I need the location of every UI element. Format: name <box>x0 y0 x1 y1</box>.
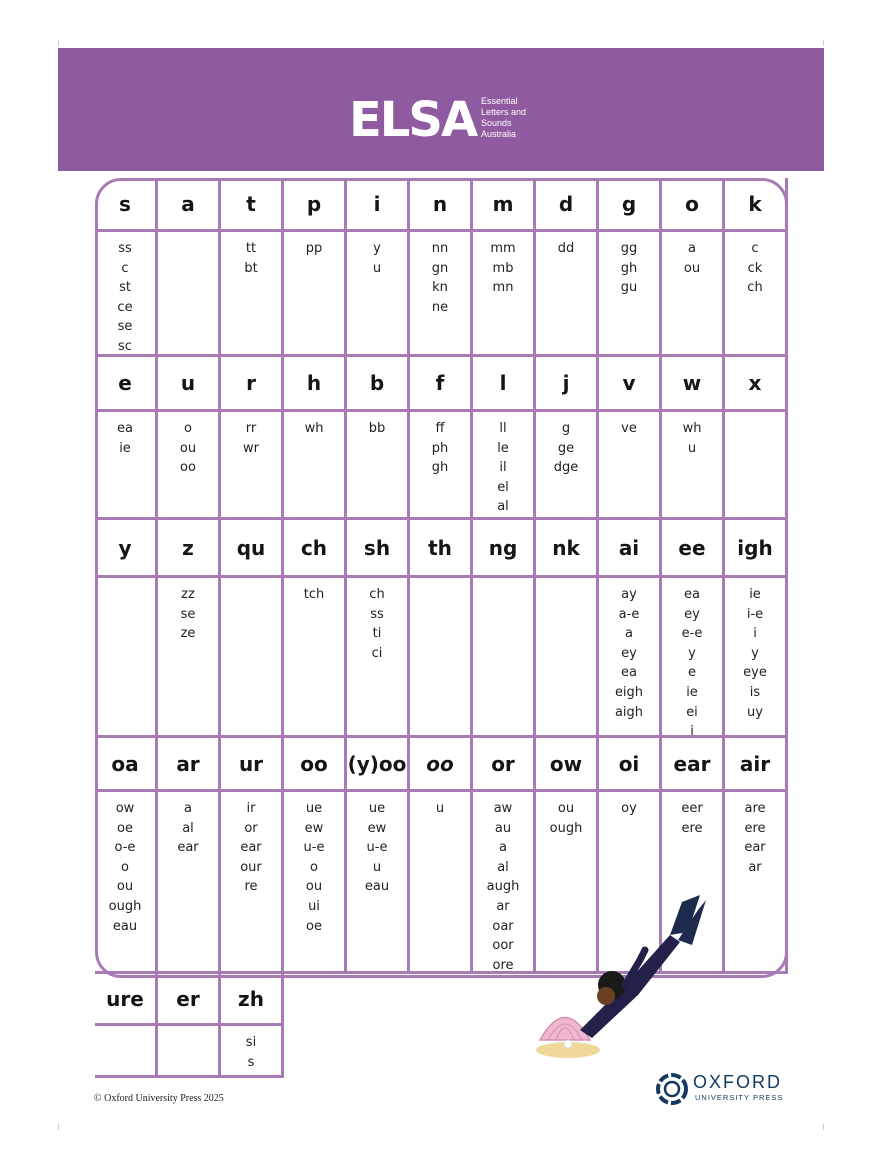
alternative-spelling: el <box>497 479 509 495</box>
alternative-spelling: ck <box>747 260 763 276</box>
alternative-spelling: s <box>247 1054 255 1070</box>
alternative-spellings-cell <box>725 792 788 974</box>
alternative-spelling: oar <box>492 918 514 934</box>
grapheme-header: a <box>158 178 221 232</box>
alternative-spelling: ou <box>116 879 134 895</box>
grapheme-header: ar <box>158 738 221 792</box>
alternative-spelling: nn <box>431 241 449 256</box>
alternative-spelling: oo <box>180 460 196 476</box>
alternative-spelling: rr <box>245 421 257 436</box>
crop-mark <box>823 40 824 46</box>
alternative-spelling: y <box>751 645 759 661</box>
alternative-spelling: tt <box>245 241 257 256</box>
grapheme-header: y <box>95 520 158 578</box>
alternative-spelling: oor <box>492 938 514 954</box>
alternative-spelling: ar <box>496 898 510 914</box>
grapheme-header: p <box>284 178 347 232</box>
grapheme-header: (y)oo <box>347 738 410 792</box>
alternative-spelling: aw <box>493 801 513 816</box>
grapheme-header: d <box>536 178 599 232</box>
crop-mark <box>58 1124 59 1130</box>
grapheme-header: x <box>725 357 788 412</box>
alternative-spelling: augh <box>486 879 520 895</box>
grapheme-header: zh <box>221 974 284 1026</box>
alternative-spellings-cell <box>95 232 158 357</box>
grapheme-header: air <box>725 738 788 792</box>
alternative-spelling: ere <box>744 820 766 836</box>
alternative-spelling: ui <box>308 898 320 914</box>
alternative-spelling: ear <box>744 840 766 856</box>
alternative-spelling: gg <box>620 241 638 256</box>
alternative-spelling: ff <box>435 421 445 436</box>
alternative-spellings-cell <box>599 412 662 520</box>
alternative-spelling: y <box>688 645 696 661</box>
sound-chart-grid <box>95 178 788 1070</box>
grapheme-header: oo <box>284 738 347 792</box>
alternative-spelling: gh <box>620 260 638 276</box>
grapheme-header: qu <box>221 520 284 578</box>
alternative-spelling: gh <box>431 460 449 476</box>
alternative-spelling: kn <box>432 280 448 296</box>
alternative-spelling: ou <box>683 260 701 276</box>
alternative-spelling: ie <box>119 440 131 456</box>
alternative-spelling: ea <box>684 587 700 602</box>
alternative-spelling: ar <box>748 859 762 875</box>
alternative-spelling: ey <box>684 606 700 622</box>
alternative-spellings-cell <box>599 232 662 357</box>
alternative-spelling: ch <box>747 280 763 296</box>
alternative-spelling: le <box>497 440 509 456</box>
grapheme-header: m <box>473 178 536 232</box>
alternative-spellings-cell <box>95 792 158 974</box>
alternative-spelling: mn <box>492 280 514 296</box>
crop-mark <box>58 40 59 46</box>
alternative-spelling: aigh <box>614 704 644 720</box>
alternative-spelling: ou <box>557 801 575 816</box>
alternative-spelling: si <box>245 1035 257 1050</box>
grapheme-header: igh <box>725 520 788 578</box>
alternative-spelling: u <box>435 801 445 816</box>
alternative-spelling: i-e <box>746 606 764 622</box>
alternative-spelling: gu <box>620 280 638 296</box>
alternative-spelling: dge <box>553 460 579 476</box>
alternative-spelling: eigh <box>614 684 644 700</box>
alternative-spelling: re <box>244 879 258 895</box>
alternative-spelling: y <box>373 241 381 256</box>
alternative-spellings-cell <box>158 578 221 738</box>
alternative-spellings-cell <box>95 412 158 520</box>
alternative-spelling: o <box>121 859 129 875</box>
alternative-spelling: u-e <box>303 840 325 856</box>
grapheme-header: u <box>158 357 221 412</box>
alternative-spelling: ue <box>368 801 386 816</box>
grapheme-header: j <box>536 357 599 412</box>
grapheme-header: t <box>221 178 284 232</box>
alternative-spellings-cell <box>221 1026 284 1078</box>
grapheme-header: i <box>347 178 410 232</box>
alternative-spelling: e <box>688 665 696 681</box>
alternative-spelling: our <box>240 859 262 875</box>
alternative-spelling: ph <box>431 440 449 456</box>
alternative-spellings-cell <box>662 578 725 738</box>
alternative-spelling: ay <box>621 587 637 602</box>
alternative-spelling: gn <box>431 260 449 276</box>
university-press-wordmark: UNIVERSITY PRESS <box>695 1093 784 1102</box>
diver-illustration <box>530 890 710 1070</box>
alternative-spelling: oe <box>117 820 133 836</box>
alternative-spelling: a-e <box>618 606 640 622</box>
alternative-spelling: il <box>499 460 507 476</box>
alternative-spelling: al <box>497 499 509 515</box>
alternative-spelling: ge <box>557 440 575 456</box>
grapheme-header: ee <box>662 520 725 578</box>
alternative-spelling: o <box>310 859 318 875</box>
alternative-spellings-cell <box>410 792 473 974</box>
alternative-spelling: are <box>744 801 766 816</box>
alternative-spelling: ve <box>621 421 637 436</box>
alternative-spellings-cell <box>536 232 599 357</box>
alternative-spellings-cell <box>221 412 284 520</box>
grapheme-header: z <box>158 520 221 578</box>
alternative-spellings-cell <box>284 792 347 974</box>
alternative-spelling: ough <box>108 898 142 914</box>
alternative-spelling: ss <box>370 606 384 622</box>
grapheme-header: ure <box>95 974 158 1026</box>
oup-emblem-icon <box>655 1072 689 1106</box>
alternative-spelling: o-e <box>114 840 136 856</box>
alternative-spelling: ear <box>177 840 199 856</box>
grapheme-header: oi <box>599 738 662 792</box>
alternative-spellings-cell <box>347 578 410 738</box>
alternative-spelling: i <box>753 626 757 642</box>
grapheme-header: or <box>473 738 536 792</box>
alternative-spelling: eer <box>681 801 703 816</box>
alternative-spelling: pp <box>305 241 323 256</box>
grapheme-header: l <box>473 357 536 412</box>
alternative-spelling: bt <box>244 260 258 276</box>
grapheme-header: k <box>725 178 788 232</box>
alternative-spellings-cell <box>410 412 473 520</box>
oxford-wordmark: OXFORD <box>693 1072 783 1092</box>
alternative-spelling: o <box>184 421 192 436</box>
alternative-spelling: ou <box>179 440 197 456</box>
alternative-spelling: u <box>372 260 382 276</box>
alternative-spelling: eye <box>743 665 767 681</box>
grapheme-header: g <box>599 178 662 232</box>
alternative-spelling: ne <box>431 299 449 315</box>
face <box>597 987 615 1005</box>
copyright-notice: © Oxford University Press 2025 <box>94 1093 224 1104</box>
alternative-spelling: se <box>117 319 133 335</box>
alternative-spelling: ch <box>369 587 385 602</box>
alternative-spelling: a <box>625 626 633 642</box>
elsa-logo: ELSA <box>349 92 477 148</box>
grapheme-header: n <box>410 178 473 232</box>
alternative-spelling: ear <box>240 840 262 856</box>
alternative-spelling: ss <box>118 241 132 256</box>
grapheme-header: r <box>221 357 284 412</box>
grapheme-header: v <box>599 357 662 412</box>
grapheme-header: b <box>347 357 410 412</box>
alternative-spelling: oe <box>306 918 322 934</box>
grapheme-header: th <box>410 520 473 578</box>
wetsuit <box>580 935 680 1038</box>
alternative-spellings-cell <box>410 232 473 357</box>
alternative-spelling: eau <box>364 879 390 895</box>
alternative-spelling: au <box>494 820 512 836</box>
alternative-spelling: ere <box>681 820 703 836</box>
alternative-spellings-cell <box>284 232 347 357</box>
alternative-spelling: c <box>121 260 129 276</box>
alternative-spellings-cell <box>284 578 347 738</box>
grapheme-header: s <box>95 178 158 232</box>
alternative-spelling: ow <box>115 801 135 816</box>
alternative-spellings-cell <box>725 578 788 738</box>
grapheme-header: ear <box>662 738 725 792</box>
grapheme-header: e <box>95 357 158 412</box>
grapheme-header: w <box>662 357 725 412</box>
alternative-spellings-cell <box>221 792 284 974</box>
alternative-spelling: mb <box>492 260 514 276</box>
alternative-spelling: ir <box>246 801 256 816</box>
alternative-spellings-cell <box>725 232 788 357</box>
crop-mark <box>823 1124 824 1130</box>
alternative-spelling: al <box>497 859 509 875</box>
alternative-spelling: e-e <box>681 626 703 642</box>
alternative-spelling: ea <box>621 665 637 681</box>
grapheme-header: ai <box>599 520 662 578</box>
alternative-spelling: u <box>372 859 382 875</box>
alternative-spellings-cell <box>158 1026 221 1078</box>
alternative-spellings-cell <box>536 578 599 738</box>
alternative-spellings-cell <box>725 412 788 520</box>
grapheme-header: sh <box>347 520 410 578</box>
grapheme-header: er <box>158 974 221 1026</box>
alternative-spelling: g <box>561 421 571 436</box>
oxford-university-press-logo <box>655 1072 797 1106</box>
elsa-tagline: Essential Letters and Sounds Australia <box>481 96 527 139</box>
alternative-spellings-cell <box>284 412 347 520</box>
alternative-spellings-cell <box>158 412 221 520</box>
grapheme-header: ch <box>284 520 347 578</box>
alternative-spellings-cell <box>473 412 536 520</box>
grapheme-header: o <box>662 178 725 232</box>
alternative-spellings-cell <box>347 412 410 520</box>
alternative-spellings-cell <box>410 578 473 738</box>
alternative-spelling: ie <box>749 587 761 602</box>
alternative-spelling: oy <box>621 801 637 816</box>
alternative-spellings-cell <box>158 232 221 357</box>
alternative-spellings-cell <box>347 232 410 357</box>
alternative-spelling: ei <box>686 704 698 720</box>
alternative-spellings-cell <box>662 412 725 520</box>
alternative-spelling: uy <box>747 704 763 720</box>
alternative-spelling: se <box>180 606 196 622</box>
pearl-icon <box>564 1040 572 1048</box>
alternative-spelling: wh <box>682 421 702 436</box>
alternative-spellings-cell <box>95 578 158 738</box>
grapheme-header: h <box>284 357 347 412</box>
alternative-spellings-cell <box>347 792 410 974</box>
alternative-spelling: ew <box>304 820 324 836</box>
alternative-spelling: ea <box>117 421 133 436</box>
alternative-spelling: u-e <box>366 840 388 856</box>
alternative-spelling: u <box>687 440 697 456</box>
alternative-spelling: zz <box>181 587 195 602</box>
alternative-spelling: al <box>182 820 194 836</box>
grapheme-header: ng <box>473 520 536 578</box>
grapheme-header: ow <box>536 738 599 792</box>
alternative-spelling: ore <box>492 957 514 973</box>
grapheme-header: oo <box>410 738 473 792</box>
grapheme-header: oa <box>95 738 158 792</box>
alternative-spelling: ll <box>499 421 507 436</box>
alternative-spelling: tch <box>303 587 325 602</box>
alternative-spelling: eau <box>112 918 138 934</box>
alternative-spellings-cell <box>95 1026 158 1078</box>
alternative-spellings-cell <box>473 578 536 738</box>
alternative-spelling: ey <box>621 645 637 661</box>
grapheme-header: f <box>410 357 473 412</box>
alternative-spelling: ci <box>371 645 383 661</box>
alternative-spellings-cell <box>599 578 662 738</box>
alternative-spelling: i <box>690 724 694 740</box>
alternative-spelling: bb <box>368 421 386 436</box>
alternative-spelling: mm <box>490 241 516 256</box>
alternative-spelling: a <box>688 241 696 256</box>
alternative-spelling: is <box>749 684 761 700</box>
alternative-spelling: or <box>244 820 258 836</box>
alternative-spelling: a <box>184 801 192 816</box>
alternative-spelling: ou <box>305 879 323 895</box>
alternative-spelling: ti <box>372 626 382 642</box>
alternative-spelling: wr <box>243 440 259 456</box>
alternative-spelling: dd <box>557 241 575 256</box>
alternative-spellings-cell <box>662 232 725 357</box>
alternative-spelling: a <box>499 840 507 856</box>
alternative-spelling: sc <box>118 338 132 354</box>
alternative-spellings-cell <box>473 232 536 357</box>
alternative-spelling: wh <box>304 421 324 436</box>
alternative-spelling: ue <box>305 801 323 816</box>
alternative-spelling: ze <box>180 626 196 642</box>
alternative-spellings-cell <box>473 792 536 974</box>
alternative-spelling: st <box>119 280 131 296</box>
grapheme-header: nk <box>536 520 599 578</box>
alternative-spelling: c <box>751 241 759 256</box>
alternative-spelling: ce <box>117 299 133 315</box>
alternative-spellings-cell <box>221 232 284 357</box>
alternative-spellings-cell <box>158 792 221 974</box>
alternative-spellings-cell <box>221 578 284 738</box>
alternative-spelling: ough <box>549 820 583 836</box>
alternative-spelling: ie <box>686 684 698 700</box>
alternative-spellings-cell <box>536 412 599 520</box>
grapheme-header: ur <box>221 738 284 792</box>
alternative-spelling: ew <box>367 820 387 836</box>
